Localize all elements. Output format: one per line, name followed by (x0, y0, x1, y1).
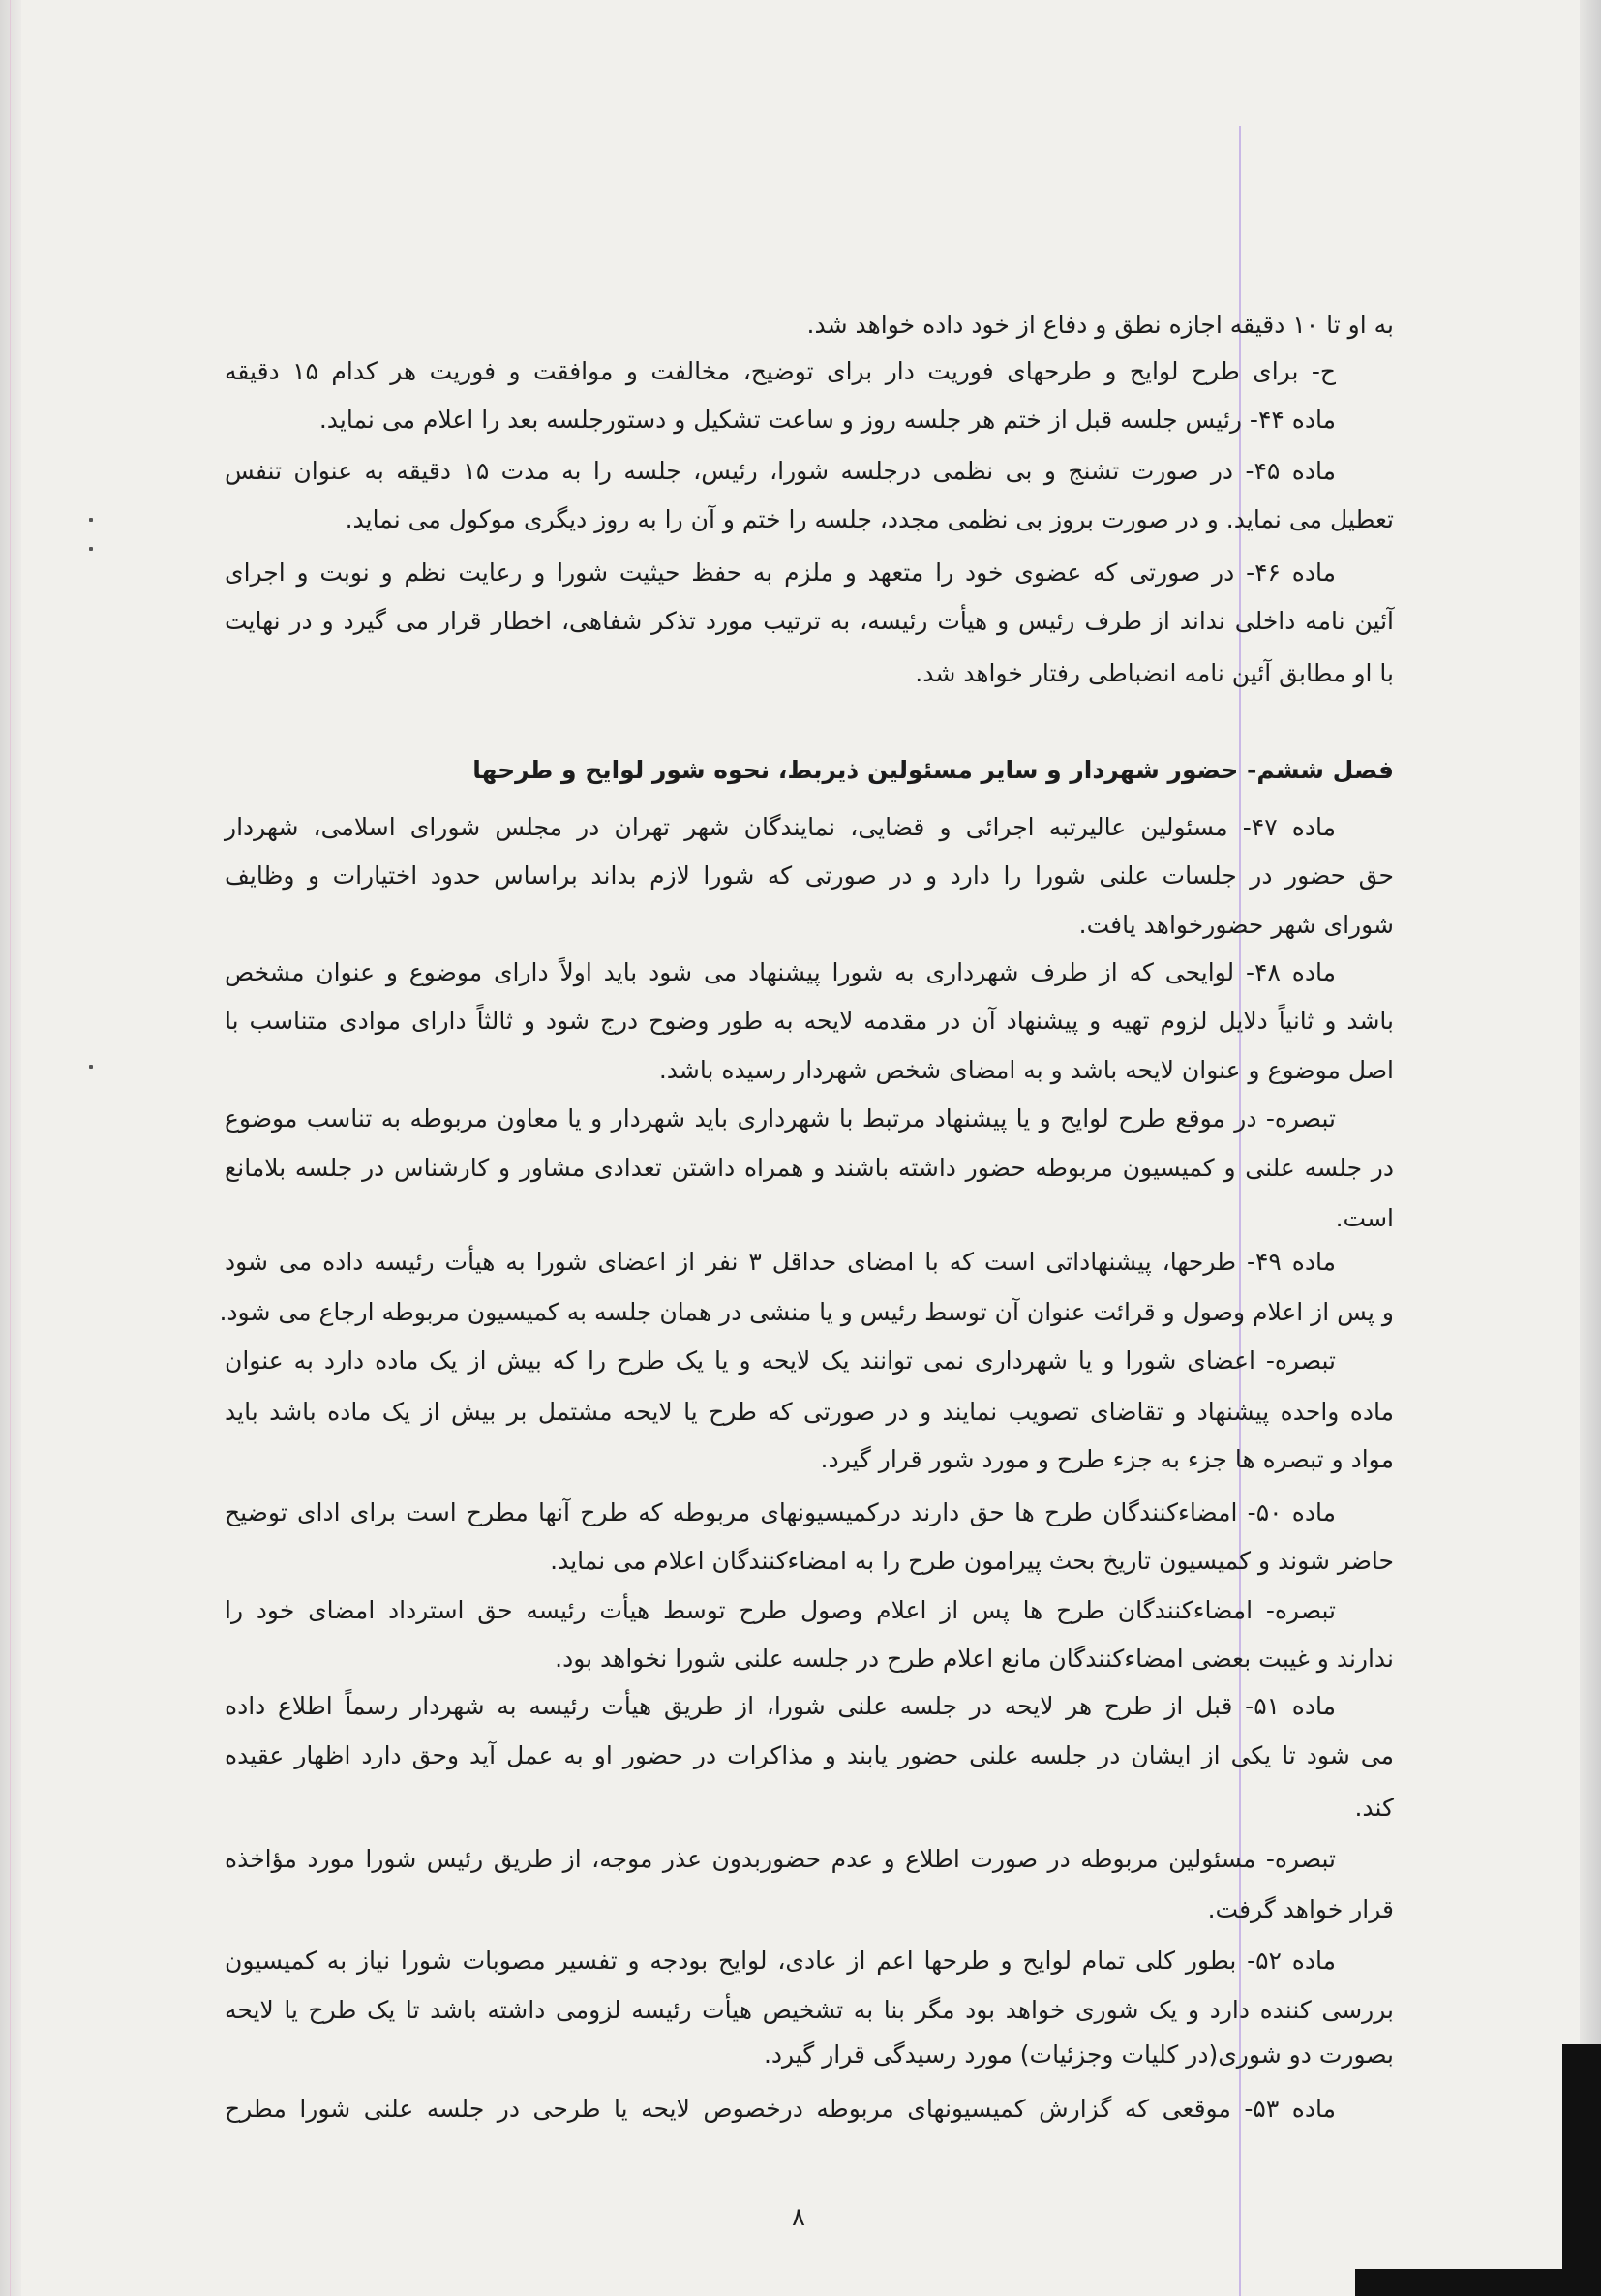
chapter-heading: فصل ششم- حضور شهردار و سایر مسئولین ذیربط، نحوه شور لوایح و طرحها (472, 756, 1394, 784)
text-line: آئین نامه داخلی نداند از طرف رئیس و هیأت رئیسه، به ترتیب مورد تذکر شفاهی، اخطار قرار می گیرد و در نهایت (225, 607, 1394, 635)
text-line: حاضر شوند و کمیسیون تاریخ بحث پیرامون طرح را به امضاءکنندگان اعلام می نماید. (550, 1547, 1394, 1575)
text-line: باشد و ثانیاً دلایل لزوم تهیه و پیشنهاد آن در مقدمه لایحه به طور وضوح درج شود و ثالثاً دارای موادی متناسب با (225, 1007, 1394, 1035)
text-line: به او تا ۱۰ دقیقه اجازه نطق و دفاع از خود داده خواهد شد. (806, 311, 1394, 339)
text-line: ماده ۵۱- قبل از طرح هر لایحه در جلسه علنی شورا، از طریق هیأت رئیسه به شهردار رسماً اطلاع داده (225, 1692, 1336, 1720)
text-line: ح- برای طرح لوایح و طرحهای فوریت دار برای توضیح، مخالفت و موافقت و فوریت هر کدام ۱۵ دقیقه (225, 357, 1337, 385)
scan-speck (89, 547, 93, 551)
text-line: ماده ۵۲- بطور کلی تمام لوایح و طرحها اعم از عادی، لوایح بودجه و تفسیر مصوبات شورا نیاز به کمیسیون (225, 1947, 1336, 1975)
text-line: تبصره- امضاءکنندگان طرح ها پس از اعلام وصول طرح توسط هیأت رئیسه حق استرداد امضای خود را (225, 1596, 1336, 1624)
text-line: تبصره- اعضای شورا و یا شهرداری نمی توانند یک لایحه و یا یک طرح را که بیش از یک ماده دارد به عنوان (225, 1346, 1336, 1375)
text-line: تبصره- در موقع طرح لوایح و یا پیشنهاد مرتبط با شهرداری باید شهردار و یا معاون مربوطه به تناسب موضوع (225, 1104, 1336, 1133)
text-line: است. (1335, 1204, 1394, 1232)
text-line: در جلسه علنی و کمیسیون مربوطه حضور داشته باشند و همراه داشتن تعدادی مشاور و کارشناس در جلسه بلامانع (225, 1154, 1394, 1182)
text-line: ماده ۴۹- طرحها، پیشنهاداتی است که با امضای حداقل ۳ نفر از اعضای شورا به هیأت رئیسه داده می شود (225, 1248, 1336, 1276)
text-line: با او مطابق آئین نامه انضباطی رفتار خواهد شد. (915, 659, 1394, 687)
scan-left-edge (0, 0, 21, 2296)
margin-line-left (10, 0, 11, 2296)
text-line: ماده واحده پیشنهاد و تقاضای تصویب نمایند و در صورتی که طرح یا لایحه مشتمل بر بیش از یک ماده باشد باید (225, 1398, 1394, 1426)
scan-dark-corner (1562, 2044, 1601, 2296)
text-line: ماده ۴۶- در صورتی که عضوی خود را متعهد و ملزم به حفظ حیثیت شورا و رعایت نظم و نوبت و اجرای (225, 559, 1336, 587)
text-line: قرار خواهد گرفت. (1207, 1895, 1394, 1923)
text-line: بررسی کننده دارد و یک شوری خواهد بود مگر بنا به تشخیص هیأت رئیسه لزومی داشته باشد تا یک طرح یا لایحه (225, 1996, 1394, 2024)
text-line: ندارند و غیبت بعضی امضاءکنندگان مانع اعلام طرح در جلسه علنی شورا نخواهد بود. (555, 1645, 1394, 1673)
text-line: حق حضور در جلسات علنی شورا را دارد و در صورتی که شورا لازم بداند براساس حدود اختیارات و وظایف (225, 861, 1394, 890)
text-line: مواد و تبصره ها جزء به جزء طرح و مورد شور قرار گیرد. (820, 1445, 1394, 1473)
scan-speck (89, 518, 93, 522)
text-line: ماده ۴۸- لوایحی که از طرف شهرداری به شورا پیشنهاد می شود باید اولاً دارای موضوع و عنوان مشخص (225, 958, 1336, 986)
text-line: بصورت دو شوری(در کلیات وجزئیات) مورد رسیدگی قرار گیرد. (763, 2040, 1394, 2069)
text-line: ماده ۴۷- مسئولین عالیرتبه اجرائی و قضایی، نمایندگان شهر تهران در مجلس شورای اسلامی، شهردار (225, 813, 1337, 841)
text-line: ماده ۵۰- امضاءکنندگان طرح ها حق دارند درکمیسیونهای مربوطه که طرح آنها مطرح است برای ادای توضیح (225, 1498, 1336, 1526)
text-line: کند. (1354, 1794, 1394, 1822)
text-line: ماده ۴۵- در صورت تشنج و بی نظمی درجلسه شورا، رئیس، جلسه را به مدت ۱۵ دقیقه به عنوان تنفس (225, 457, 1337, 485)
text-line: تبصره- مسئولین مربوطه در صورت اطلاع و عدم حضوربدون عذر موجه، از طریق رئیس شورا مورد مؤاخذه (225, 1845, 1336, 1873)
text-line: می شود تا یکی از ایشان در جلسه علنی حضور یابند و مذاکرات در حضور او به عمل آید وحق دارد اظهار عقیده (225, 1741, 1394, 1769)
scan-right-edge (1580, 0, 1601, 2296)
text-line: شورای شهر حضورخواهد یافت. (1078, 911, 1394, 939)
text-line: تعطیل می نماید. و در صورت بروز بی نظمی مجدد، جلسه را ختم و آن را به روز دیگری موکول می نماید. (345, 505, 1394, 533)
text-line: ماده ۴۴- رئیس جلسه قبل از ختم هر جلسه روز و ساعت تشکیل و دستورجلسه بعد را اعلام می نماید. (318, 406, 1336, 434)
scan-dark-bottom (1355, 2269, 1601, 2296)
text-line: اصل موضوع و عنوان لایحه باشد و به امضای شخص شهردار رسیده باشد. (658, 1056, 1394, 1084)
text-line: ماده ۵۳- موقعی که گزارش کمیسیونهای مربوطه درخصوص لایحه یا طرحی در جلسه علنی شورا مطرح (225, 2095, 1337, 2123)
page-number: ۸ (792, 2203, 805, 2232)
text-line: و پس از اعلام وصول و قرائت عنوان آن توسط رئیس و یا منشی در همان جلسه به کمیسیون مربوطه ارجاع می شود. (219, 1298, 1394, 1326)
scan-speck (89, 1065, 93, 1069)
